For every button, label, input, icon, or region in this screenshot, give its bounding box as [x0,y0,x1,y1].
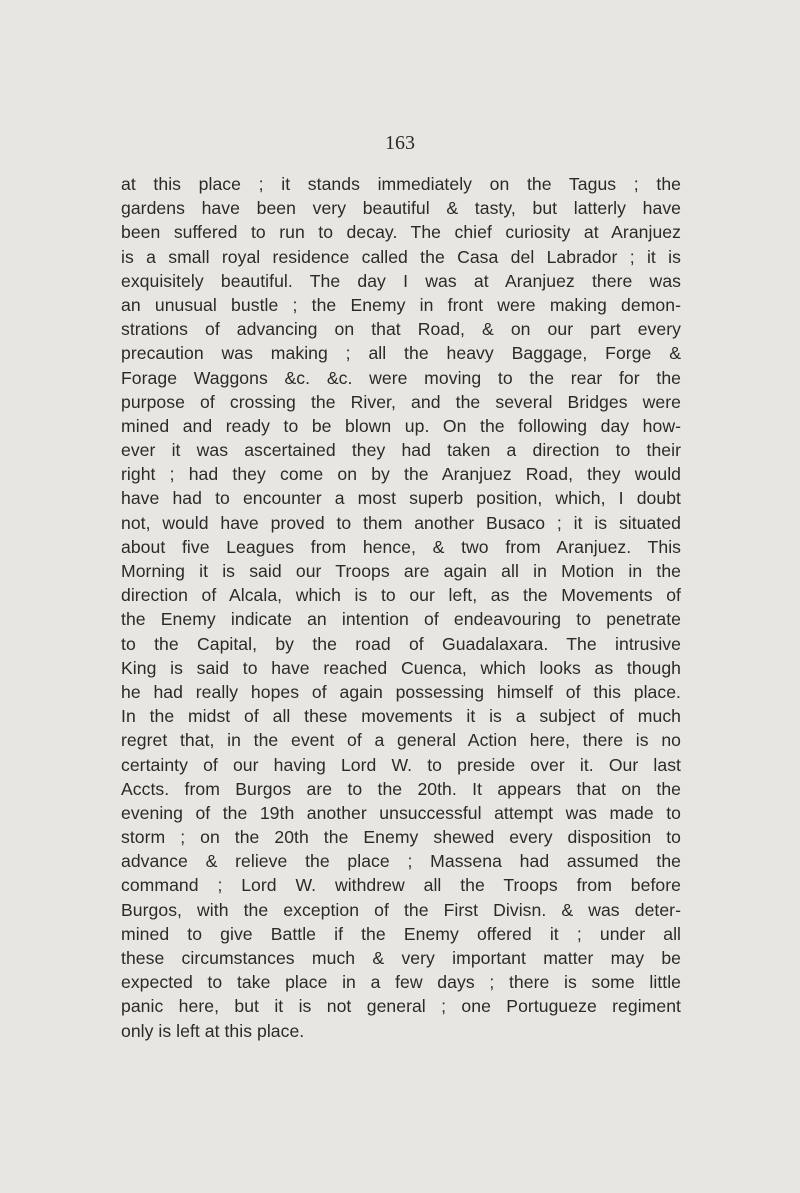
text-line: precaution was making ; all the heavy Baggage, Forge & [121,343,681,364]
text-line: Forage Waggons &c. &c. were moving to the rear for the [121,367,681,388]
text-line: direction of Alcala, which is to our left, as the Movements of [121,585,681,606]
text-line: In the midst of all these movements it is a subject of much [121,706,681,727]
text-line: not, would have proved to them another Busaco ; it is situated [121,512,681,533]
text-line: Morning it is said our Troops are again all in Motion in the [121,561,681,581]
text-line: advance & relieve the place ; Massena had assumed the [121,851,681,872]
text-line: panic here, but it is not general ; one Portugueze regiment [121,996,681,1017]
text-line: evening of the 19th another unsuccessful attempt was made to [121,802,681,823]
text-line: the Enemy indicate an intention of endeavouring to penetrate [121,609,681,630]
text-line: purpose of crossing the River, and the several Bridges were [121,391,681,412]
text-line: he had really hopes of again possessing himself of this place. [121,681,681,702]
text-line: to the Capital, by the road of Guadalaxara. The intrusive [121,633,681,654]
text-line: these circumstances much & very important matter may be [121,948,681,968]
text-line: strations of advancing on that Road, & on our part every [121,319,681,340]
body-text [121,172,681,1043]
text-line: mined and ready to be blown up. On the following day how- [121,415,681,436]
text-line: King is said to have reached Cuenca, which looks as though [121,657,681,678]
text-line: been suffered to run to decay. The chief curiosity at Aranjuez [121,222,681,243]
text-line: certainty of our having Lord W. to preside over it. Our last [121,754,681,775]
text-line: have had to encounter a most superb position, which, I doubt [121,488,681,509]
text-line: at this place ; it stands immediately on the Tagus ; the [121,174,681,194]
text-line: regret that, in the event of a general Action here, there is no [121,730,681,751]
text-line: ever it was ascertained they had taken a direction to their [121,440,681,461]
text-line: Burgos, with the exception of the First Divisn. & was deter- [121,899,681,920]
text-line: exquisitely beautiful. The day I was at Aranjuez there was [121,270,681,291]
text-line: right ; had they come on by the Aranjuez Road, they would [121,464,681,485]
text-line: mined to give Battle if the Enemy offered it ; under all [121,923,681,944]
text-line: an unusual bustle ; the Enemy in front were making demon- [121,294,681,315]
page-number: 163 [385,132,415,154]
text-line: storm ; on the 20th the Enemy shewed every disposition to [121,827,681,848]
text-line: is a small royal residence called the Casa del Labrador ; it is [121,246,681,267]
text-line: expected to take place in a few days ; there is some little [121,972,681,993]
text-line: gardens have been very beautiful & tasty, but latterly have [121,198,681,219]
text-line: Accts. from Burgos are to the 20th. It appears that on the [121,778,681,799]
text-line-last: only is left at this place. [121,1020,305,1041]
text-line: about five Leagues from hence, & two from Aranjuez. This [121,536,681,557]
text-line: command ; Lord W. withdrew all the Troops from before [121,875,681,896]
